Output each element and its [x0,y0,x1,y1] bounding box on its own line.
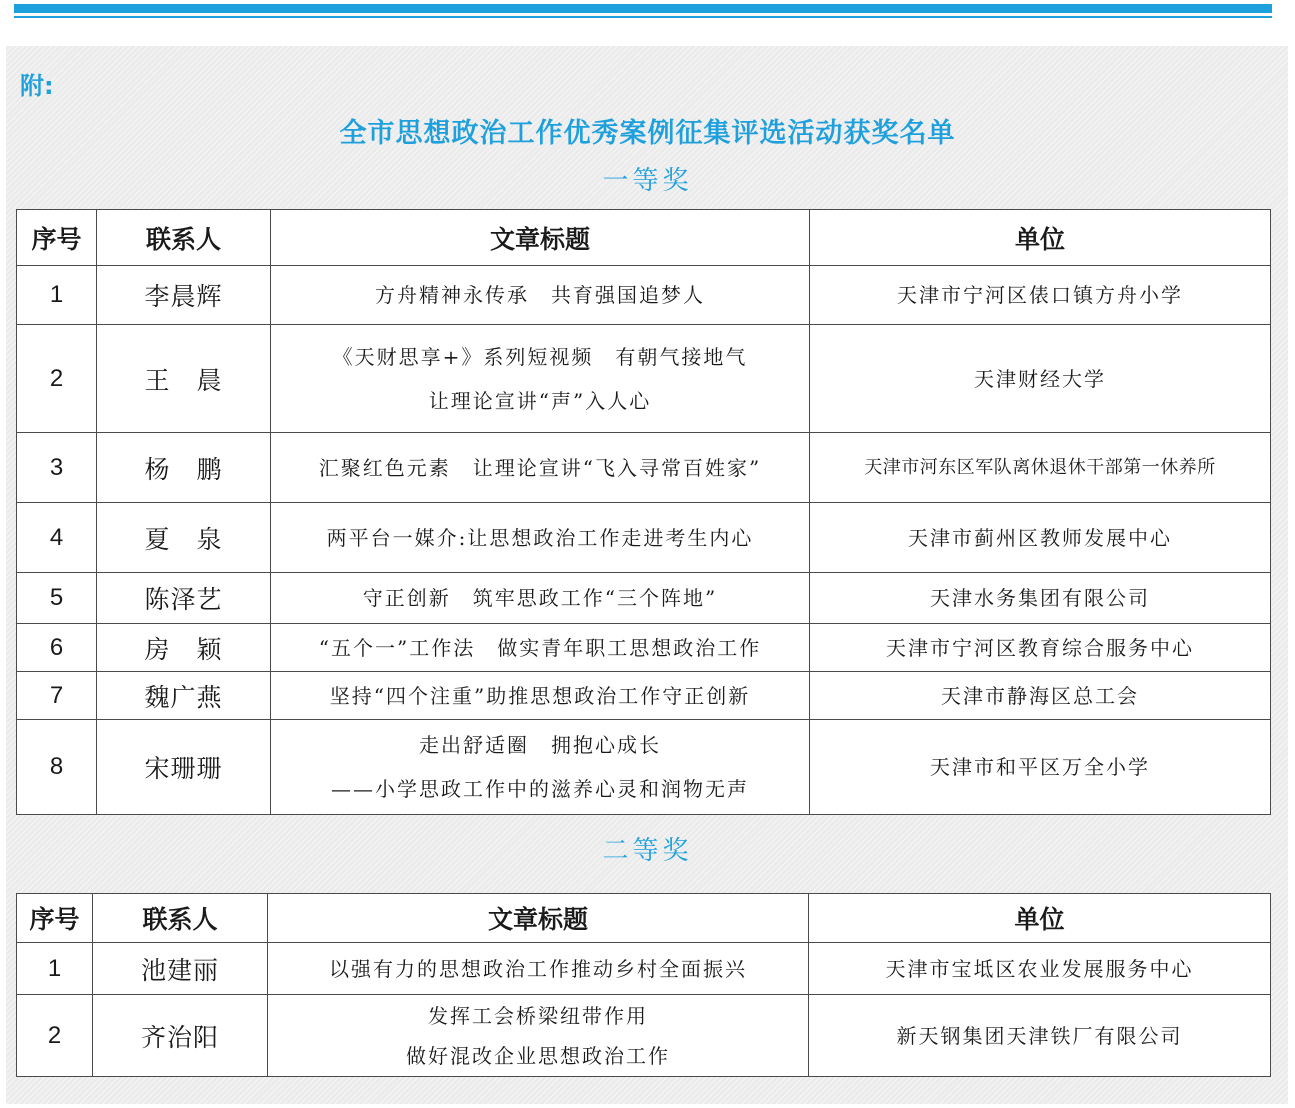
row-unit: 天津水务集团有限公司 [810,573,1271,624]
appendix-label: 附: [20,72,54,100]
row-no: 6 [17,624,97,672]
row-no: 7 [17,672,97,720]
row-article: 方舟精神永传承 共育强国追梦人 [271,266,810,325]
first-prize-heading: 一等奖 [602,166,693,196]
header-row [17,210,1271,266]
table-row [17,995,1271,1077]
row-article: 坚持“四个注重”助推思想政治工作守正创新 [271,672,810,720]
table-row [17,672,1271,720]
row-unit: 天津市蓟州区教师发展中心 [810,503,1271,573]
row-article: “五个一”工作法 做实青年职工思想政治工作 [271,624,810,672]
table-row [17,433,1271,503]
row-unit: 天津市宁河区俵口镇方舟小学 [810,266,1271,325]
table-row [17,720,1271,815]
table-row [17,325,1271,433]
row-unit: 天津市宝坻区农业发展服务中心 [809,943,1271,995]
second-prize-table [16,893,1271,1077]
row-article: 汇聚红色元素 让理论宣讲“飞入寻常百姓家” [271,433,810,503]
row-no: 3 [17,433,97,503]
row-name: 宋珊珊 [97,720,271,815]
row-name: 杨 鹏 [97,433,271,503]
row-unit: 天津财经大学 [810,325,1271,433]
header-row [17,894,1271,943]
first-prize-table [16,209,1271,815]
row-unit: 新天钢集团天津铁厂有限公司 [809,995,1271,1077]
header-unit: 单位 [809,894,1271,943]
page-title: 全市思想政治工作优秀案例征集评选活动获奖名单 [339,118,956,149]
row-name: 夏 泉 [97,503,271,573]
row-article: 走出舒适圈 拥抱心成长 ——小学思政工作中的滋养心灵和润物无声 [271,720,810,815]
row-name: 齐治阳 [93,995,268,1077]
header-article: 文章标题 [271,210,810,266]
row-article: 守正创新 筑牢思政工作“三个阵地” [271,573,810,624]
row-no: 1 [17,943,93,995]
header-name: 联系人 [93,894,268,943]
row-no: 2 [17,995,93,1077]
row-no: 5 [17,573,97,624]
header-no: 序号 [17,210,97,266]
header-rule-thick [14,4,1272,13]
row-article: 两平台一媒介:让思想政治工作走进考生内心 [271,503,810,573]
header-article: 文章标题 [268,894,809,943]
row-no: 1 [17,266,97,325]
row-name: 陈泽艺 [97,573,271,624]
row-unit: 天津市宁河区教育综合服务中心 [810,624,1271,672]
header-rule-thin [14,16,1272,18]
header-no: 序号 [17,894,93,943]
row-unit: 天津市和平区万全小学 [810,720,1271,815]
row-unit: 天津市河东区军队离休退休干部第一休养所 [810,433,1271,503]
second-prize-heading: 二等奖 [602,836,693,866]
header-name: 联系人 [97,210,271,266]
table-row [17,503,1271,573]
row-article: 《天财思享+》系列短视频 有朝气接地气 让理论宣讲“声”入人心 [271,325,810,433]
table-row [17,943,1271,995]
table-row [17,266,1271,325]
row-name: 李晨辉 [97,266,271,325]
row-no: 4 [17,503,97,573]
row-name: 池建丽 [93,943,268,995]
row-unit: 天津市静海区总工会 [810,672,1271,720]
row-name: 房 颖 [97,624,271,672]
row-no: 2 [17,325,97,433]
row-no: 8 [17,720,97,815]
table-row [17,573,1271,624]
row-name: 魏广燕 [97,672,271,720]
row-article: 以强有力的思想政治工作推动乡村全面振兴 [268,943,809,995]
table-row [17,624,1271,672]
header-unit: 单位 [810,210,1271,266]
row-article: 发挥工会桥梁纽带作用 做好混改企业思想政治工作 [268,995,809,1077]
row-name: 王 晨 [97,325,271,433]
